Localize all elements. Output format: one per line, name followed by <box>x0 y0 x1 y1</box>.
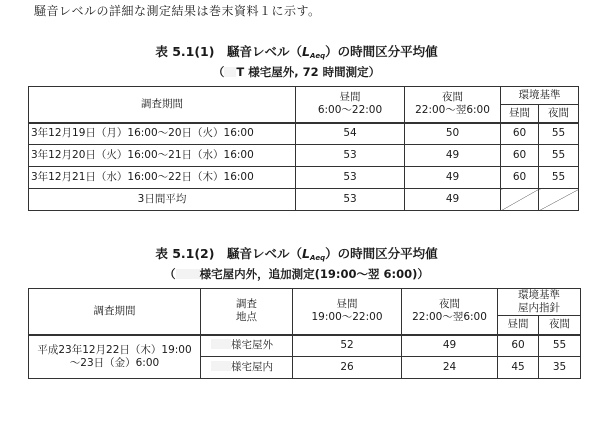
t2-header-night-range: 22:00～翌6:00 <box>412 311 487 324</box>
table1-sub-post: T 様宅屋外, 72 時間測定） <box>236 65 381 79</box>
t1-avg-env-day-empty <box>501 189 539 211</box>
t1-header-day-range: 6:00～22:00 <box>317 104 383 117</box>
t1-header-night-label: 夜間 <box>442 91 463 104</box>
t1-avg-env-night-empty <box>539 189 579 211</box>
table-row <box>29 123 579 145</box>
t1-row2-env-day: 60 <box>501 145 539 167</box>
table1-title-l: L <box>301 44 310 59</box>
t2-row2-env-night: 35 <box>539 357 581 379</box>
t1-header-env-day: 昼間 <box>501 105 539 123</box>
table2-subtitle <box>0 266 593 282</box>
t2-header-day-label: 昼間 <box>336 298 358 311</box>
table2-title-l: L <box>301 246 310 261</box>
t2-header-env-l2: 屋内指針 <box>518 302 560 314</box>
redacted-name <box>224 67 236 77</box>
t1-header-env: 環境基準 <box>501 87 579 105</box>
table1-title <box>0 42 593 60</box>
t2-header-location-l1: 調査 <box>236 298 257 311</box>
t1-avg-label: 3日間平均 <box>29 189 296 211</box>
t2-row2-location-text: 様宅屋内 <box>231 361 273 373</box>
t2-header-day-range: 19:00～22:00 <box>311 311 383 324</box>
redacted-name <box>176 269 200 279</box>
t2-row1-location-text: 様宅屋外 <box>231 339 273 352</box>
t1-row2-env-night: 55 <box>539 145 579 167</box>
t2-header-period: 調査期間 <box>29 289 201 335</box>
table-row <box>29 145 579 167</box>
intro-text: 騒音レベルの詳細な測定結果は巻末資料１に示す。 <box>34 4 321 18</box>
t2-header-location <box>201 289 293 335</box>
t1-row2-period: 3年12月20日（火）16:00～21日（水）16:00 <box>29 145 296 167</box>
t1-header-day-label: 昼間 <box>339 91 361 104</box>
table1 <box>28 86 579 211</box>
t2-row1-location <box>201 335 293 357</box>
t1-row3-period: 3年12月21日（水）16:00～22日（木）16:00 <box>29 167 296 189</box>
t1-row3-env-night: 55 <box>539 167 579 189</box>
t2-header-night <box>402 289 498 335</box>
table1-title-lsub: Aeq <box>309 52 326 60</box>
t2-header-env-night: 夜間 <box>539 316 581 335</box>
t2-row1-env-night: 55 <box>539 335 581 357</box>
table2-sub-post: 様宅屋内外，追加測定(19:00～翌 6:00)） <box>199 267 429 281</box>
t2-row1-day: 52 <box>293 335 402 357</box>
t2-row1-night: 49 <box>402 335 498 357</box>
t2-row2-night: 24 <box>402 357 498 379</box>
table2-sub-open: （ <box>164 267 176 281</box>
t1-header-env-night: 夜間 <box>539 105 579 123</box>
t1-header-night-range: 22:00～翌6:00 <box>415 104 490 117</box>
t1-avg-night: 49 <box>405 189 501 211</box>
t2-header-env-day: 昼間 <box>498 316 539 335</box>
t2-header-env <box>498 289 581 316</box>
table1-sub-open: （ <box>212 65 225 79</box>
redacted-name <box>211 361 231 371</box>
t1-row1-period: 3年12月19日（月）16:00～20日（火）16:00 <box>29 123 296 145</box>
t1-row3-night: 49 <box>405 167 501 189</box>
table-row <box>29 167 579 189</box>
t2-header-env-l1: 環境基準 <box>518 289 560 301</box>
t1-avg-day: 53 <box>296 189 405 211</box>
t1-row3-env-day: 60 <box>501 167 539 189</box>
t1-row1-day: 54 <box>296 123 405 145</box>
t2-row2-location <box>201 357 293 379</box>
table-row <box>29 335 581 357</box>
t2-header-day <box>293 289 402 335</box>
t1-row3-day: 53 <box>296 167 405 189</box>
t1-header-period: 調査期間 <box>29 87 296 123</box>
table2-title-lsub: Aeq <box>309 254 326 262</box>
table2-title <box>0 244 593 262</box>
t1-header-day <box>296 87 405 123</box>
table2-title-pre: 表 5.1(2) 騒音レベル（ <box>155 246 302 261</box>
t2-row2-env-day: 45 <box>498 357 539 379</box>
table-row-average <box>29 189 579 211</box>
table1-title-post: ）の時間区分平均値 <box>325 44 438 59</box>
t1-row2-night: 49 <box>405 145 501 167</box>
t2-row2-day: 26 <box>293 357 402 379</box>
t1-row1-env-night: 55 <box>539 123 579 145</box>
t2-row1-env-day: 60 <box>498 335 539 357</box>
t2-period-l2: ～23日（金）6:00 <box>69 356 160 369</box>
t2-period-l1: 平成23年12月22日（木）19:00 <box>37 343 192 356</box>
table2-title-post: ）の時間区分平均値 <box>325 246 438 261</box>
t1-row2-day: 53 <box>296 145 405 167</box>
t1-row1-night: 50 <box>405 123 501 145</box>
table2 <box>28 288 581 379</box>
t1-row1-env-day: 60 <box>501 123 539 145</box>
t2-header-night-label: 夜間 <box>439 298 460 311</box>
table1-title-pre: 表 5.1(1) 騒音レベル（ <box>155 44 302 59</box>
redacted-name <box>211 339 231 349</box>
table1-subtitle <box>0 64 593 80</box>
t2-header-location-l2: 地点 <box>236 311 257 324</box>
t2-period <box>29 335 201 379</box>
t1-header-night <box>405 87 501 123</box>
